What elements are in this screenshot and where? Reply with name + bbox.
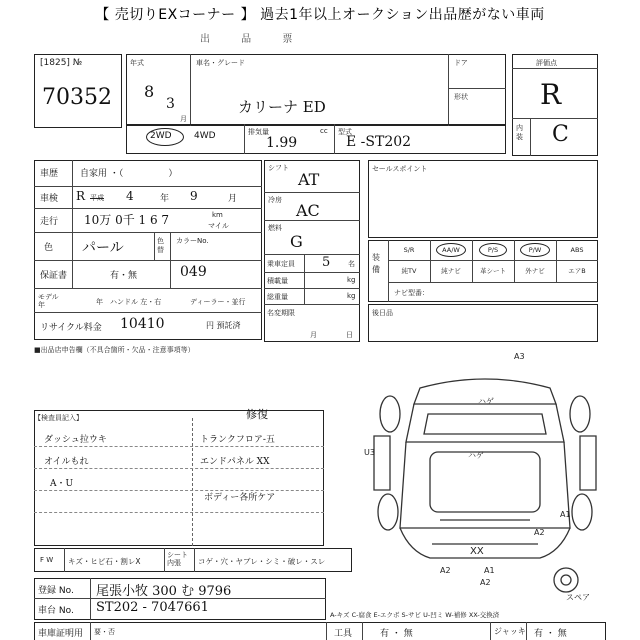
equip-pw: P/W: [528, 246, 542, 254]
model-year-unit: 年: [96, 298, 103, 306]
banner: 【 売切りEXコーナー 】 過去1年以上オークション出品歴がない車両: [95, 7, 545, 23]
cert-options: 要・否: [94, 628, 115, 636]
tool-label: 工具: [334, 629, 353, 639]
year-month-unit: 月: [180, 115, 187, 123]
model-value: E -ST202: [346, 134, 412, 150]
info-block: [34, 160, 262, 340]
inspector-box: [34, 410, 324, 546]
registration-value: 尾張小牧 300 む 9796: [96, 584, 232, 599]
model-year-label: モデル年: [38, 293, 59, 309]
year-label: 年式: [130, 59, 144, 67]
damage-legend: A-キズ C-腐食 E-エクボ S-サビ U-凹ミ W-補修 XX-交換済: [330, 611, 500, 619]
spare-label: スペア: [566, 593, 590, 602]
mark-a1-right: A1: [560, 510, 571, 519]
equipment-label: 装備: [372, 253, 380, 274]
mark-u3: U3: [364, 448, 375, 457]
drive-4wd: 4WD: [194, 131, 216, 141]
fw-text: キズ・ヒビ石・割レX: [68, 557, 141, 566]
lot-label: [1825] №: [40, 58, 83, 68]
mileage-km: km: [212, 211, 223, 219]
drive-2wd: 2WD: [150, 131, 172, 141]
fw-label: F W: [40, 556, 54, 564]
displacement-unit: cc: [320, 127, 328, 135]
aftermarket-box: [368, 304, 598, 342]
color-change-label: 色替: [157, 237, 164, 254]
equip-leather: 革シート: [480, 267, 506, 275]
mark-hage-top: ハゲ: [478, 397, 494, 406]
namechange-label: 名変期限: [267, 309, 295, 317]
carname-label: 車名・グレード: [196, 59, 245, 67]
mileage-mile: マイル: [208, 222, 229, 230]
mark-a1-bottom: A1: [484, 566, 495, 575]
aircon-label: 冷房: [268, 196, 282, 204]
equip-ps-circle: [479, 243, 507, 257]
gross-label: 総重量: [267, 293, 288, 301]
load-label: 積載量: [267, 277, 288, 285]
equip-ext-navi: 外ナビ: [525, 267, 545, 275]
shift-value: AT: [298, 170, 320, 189]
recycle-unit: 円 預託済: [206, 321, 241, 330]
mark-a2-right: A2: [534, 528, 545, 537]
displacement-label: 排気量: [248, 128, 269, 136]
equip-tv: 純TV: [401, 267, 417, 275]
note-right-3: エンドパネル XX: [200, 457, 270, 467]
mark-a3: A3: [514, 352, 525, 361]
sheet-title: 出 品 票: [200, 34, 307, 45]
carname-value: カリーナ ED: [238, 98, 326, 116]
equip-aaw-circle: [436, 243, 466, 257]
recycle-label: リサイクル料金: [40, 323, 102, 333]
year-month-value: 3: [166, 96, 175, 112]
jack-label: ジャッキ: [494, 627, 526, 636]
capacity-value: 5: [322, 255, 331, 270]
inspection-prefix: R: [76, 189, 86, 203]
load-unit: kg: [347, 276, 356, 284]
namechange-day: 日: [346, 331, 353, 339]
color-value: パール: [82, 240, 124, 256]
capacity-unit: 名: [348, 260, 355, 268]
cert-label: 車庫証明用: [38, 629, 84, 639]
namechange-month: 月: [310, 331, 317, 339]
shape-label: 形状: [454, 93, 468, 101]
fuel-label: 燃料: [268, 224, 282, 232]
history-label: 車歴: [40, 169, 59, 179]
equip-ps: P/S: [487, 246, 499, 254]
warranty-value: 有・無: [110, 271, 138, 281]
equip-navi: 純ナビ: [441, 267, 461, 275]
inspection-month-unit: 月: [228, 194, 238, 204]
color-label: 色: [44, 243, 54, 253]
mark-xx: XX: [470, 546, 484, 557]
warranty-label: 保証書: [40, 271, 68, 281]
seller-notes-label: ■出品店申告欄（不具合箇所・欠品・注意事項等）: [34, 346, 195, 354]
recycle-value: 10410: [120, 316, 165, 332]
chassis-label: 車台 No.: [38, 606, 74, 616]
inspection-year-unit: 年: [160, 194, 170, 204]
registration-label: 登録 No.: [38, 586, 74, 596]
mark-hage-mid: ハゲ: [468, 451, 484, 460]
equip-aaw: AA/W: [442, 246, 460, 254]
color-no-value: 049: [180, 264, 207, 280]
note-left-3: A・U: [50, 479, 74, 489]
displacement-value: 1.99: [266, 135, 298, 151]
jack-options: 有 ・ 無: [534, 629, 567, 639]
equip-airbag: エアB: [568, 267, 586, 275]
note-left-2: オイルもれ: [44, 457, 89, 467]
handle-label: ハンドル 左・右: [110, 298, 162, 306]
fw-text2: コゲ・穴・ヤブレ・シミ・破レ・スレ: [198, 557, 326, 566]
equip-sr: S/R: [403, 246, 415, 254]
equip-abs: ABS: [570, 246, 584, 254]
door-label: ドア: [454, 59, 468, 67]
mark-a2-bottom: A2: [440, 566, 451, 575]
lot-number: 70352: [42, 85, 112, 110]
mark-a2-corner: A2: [480, 578, 491, 587]
interior-value: C: [552, 122, 569, 147]
inspection-label: 車検: [40, 194, 59, 204]
note-left-1: ダッシュ拉ウキ: [44, 435, 107, 445]
inspector-label: 【検査員記入】: [34, 414, 83, 422]
shift-label: シフト: [268, 164, 289, 172]
chassis-value: ST202 - 7047661: [96, 600, 209, 615]
grade-label: 評価点: [536, 59, 557, 67]
history-value: 自家用 ・（ ）: [80, 169, 178, 179]
year-value: 8: [144, 82, 155, 101]
aftermarket-label: 後日品: [372, 309, 393, 317]
gross-unit: kg: [347, 292, 356, 300]
equip-navi-model: ナビ型番：: [394, 289, 429, 297]
note-right-2: トランクフロア-五: [200, 435, 275, 445]
equip-pw-circle: [520, 243, 550, 257]
note-right-1: 修復: [246, 408, 268, 421]
mileage-value: 10万 0千 1 6 7: [84, 213, 170, 227]
model-label: 型式: [338, 128, 352, 136]
fw-seat-label: シート内張: [167, 551, 188, 567]
tool-options: 有 ・ 無: [380, 629, 413, 639]
dealer-label: ディーラー・並行: [190, 298, 246, 306]
color-no-label: カラーNo.: [176, 237, 209, 245]
mileage-label: 走行: [40, 217, 59, 227]
fuel-value: G: [290, 232, 303, 251]
interior-label: 内装: [516, 124, 523, 141]
inspection-sep: 平成: [90, 194, 104, 202]
note-right-4: ボディー各所ケア: [204, 493, 276, 503]
inspection-month: 9: [190, 189, 198, 203]
grade-value: R: [540, 78, 562, 111]
car-diagram: [360, 352, 610, 602]
capacity-label: 乗車定員: [267, 260, 295, 268]
sales-point-label: セールスポイント: [372, 165, 428, 173]
inspection-year: 4: [126, 189, 134, 203]
aircon-value: AC: [296, 201, 320, 220]
